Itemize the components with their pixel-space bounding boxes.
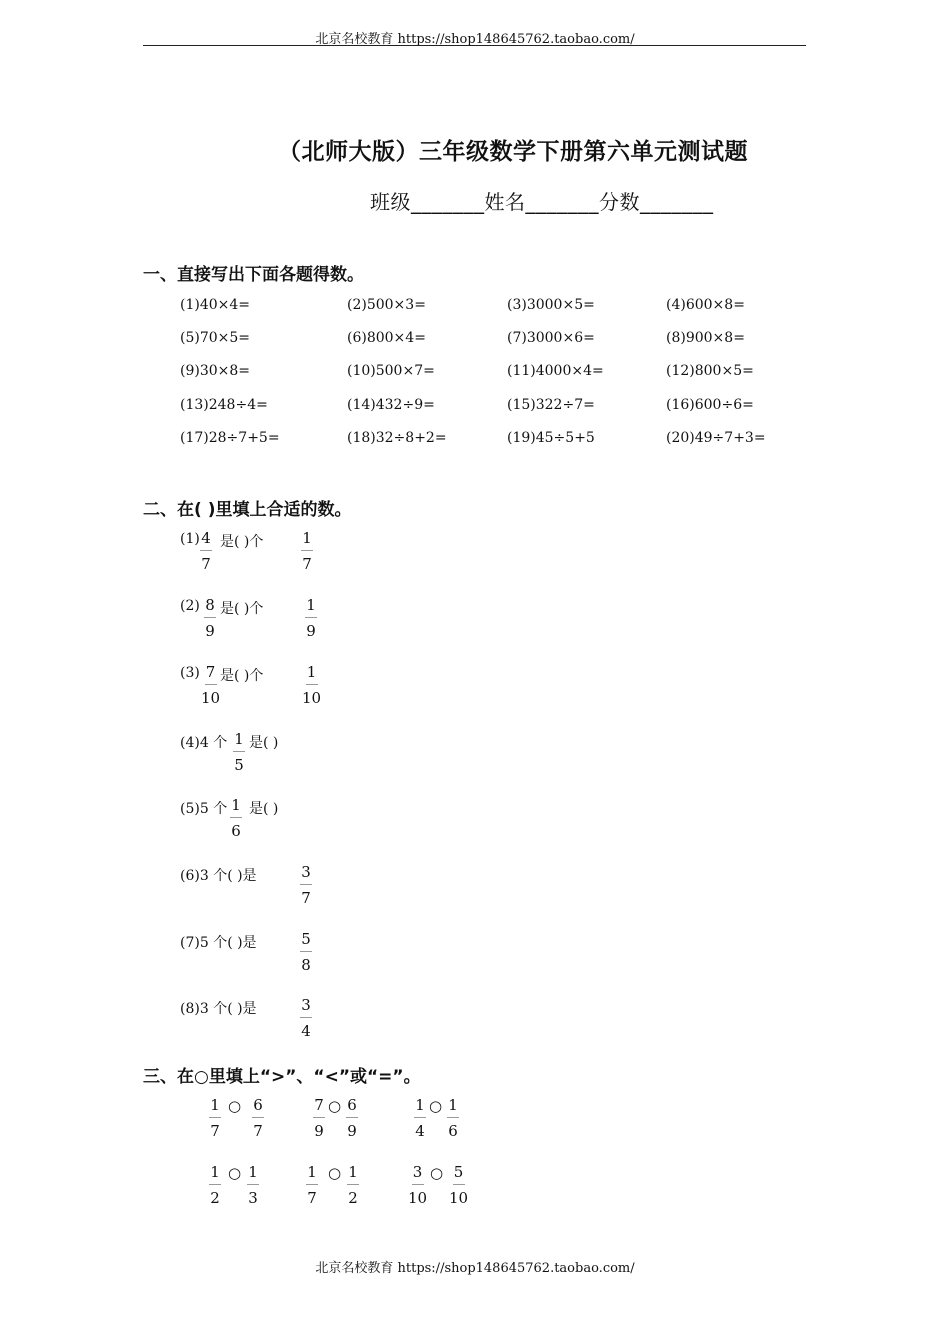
numerator: 6 [346,1098,358,1118]
s2-item-4 [180,732,227,752]
denominator: 7 [201,555,211,573]
s2-item-8: (8)3 个( )是 [180,1001,257,1017]
numerator: 1 [305,598,317,618]
s2-item-label: (5)5 个 [180,801,228,817]
denominator: 5 [234,756,244,774]
header-rule [143,45,806,46]
fraction [209,1098,221,1139]
denominator: 6 [231,822,241,840]
page-footer: 北京名校教育 https://shop148645762.taobao.com/ [315,1261,635,1276]
student-info-line: 班级_______姓名_______分数_______ [370,190,714,214]
numerator: 1 [347,1165,359,1185]
denominator: 10 [201,689,221,707]
fraction [252,1098,264,1139]
denominator: 10 [302,689,322,707]
fraction [233,732,245,773]
calc-item: (15)322÷7= [507,396,595,413]
numerator: 1 [414,1098,426,1118]
fraction [204,598,216,639]
fraction [201,665,220,706]
calc-item: (19)45÷5+5 [507,429,595,446]
calc-item: (17)28÷7+5= [180,429,280,446]
denominator: 7 [210,1122,220,1140]
calc-item: (5)70×5= [180,330,251,347]
numerator: 5 [300,932,312,952]
s2-item-7: (7)5 个( )是 [180,935,257,951]
fraction [247,1165,259,1206]
numerator: 1 [209,1098,221,1118]
s2-item-3 [180,665,200,681]
denominator: 7 [253,1122,263,1140]
fraction [305,598,317,639]
compare-circle[interactable]: ○ [430,1164,444,1182]
denominator: 9 [205,622,215,640]
denominator: 10 [408,1189,428,1207]
compare-circle[interactable]: ○ [328,1097,342,1115]
s2-item-text: 是( ) [249,801,279,817]
calc-item: (11)4000×4= [507,363,604,380]
section2-heading: 二、在( )里填上合适的数。 [143,500,352,520]
calc-item: (12)800×5= [666,363,754,380]
denominator: 9 [306,622,316,640]
numerator: 1 [233,732,245,752]
compare-circle[interactable]: ○ [429,1097,443,1115]
denominator: 4 [415,1122,425,1140]
compare-circle[interactable]: ○ [228,1164,242,1182]
calc-item: (2)500×3= [347,297,426,313]
section3-heading: 三、在○里填上“>”、“<”或“=”。 [143,1067,421,1087]
fraction [300,932,312,973]
numerator: 1 [447,1098,459,1118]
fraction [300,998,312,1039]
denominator: 3 [248,1189,258,1207]
calc-item: (4)600×8= [666,297,745,313]
s2-item-label: (4)4 个 [180,735,228,751]
calc-item: (20)49÷7+3= [666,429,766,446]
denominator: 6 [448,1122,458,1140]
calc-item: (1)40×4= [180,297,251,313]
numerator: 4 [200,531,212,551]
numerator: 3 [300,865,312,885]
calc-item: (6)800×4= [347,330,426,347]
s2-item-label: (3) [180,665,200,681]
fraction [346,1098,358,1139]
calc-item: (8)900×8= [666,330,745,347]
page-header: 北京名校教育 https://shop148645762.taobao.com/ [315,32,635,47]
fraction [230,798,242,839]
numerator: 1 [209,1165,221,1185]
denominator: 9 [347,1122,357,1140]
fraction [300,865,312,906]
numerator: 1 [230,798,242,818]
denominator: 7 [302,555,312,573]
calc-item: (13)248÷4= [180,396,268,413]
numerator: 1 [247,1165,259,1185]
section1-heading: 一、直接写出下面各题得数。 [143,265,364,285]
fraction [209,1165,221,1206]
fraction [302,665,321,706]
denominator: 10 [449,1189,469,1207]
fraction [347,1165,359,1206]
numerator: 3 [300,998,312,1018]
calc-item: (3)3000×5= [507,297,595,313]
s2-item-text: 是( ) [249,735,279,751]
fraction [408,1165,427,1206]
denominator: 8 [301,956,311,974]
calc-item: (16)600÷6= [666,396,754,413]
calc-item: (14)432÷9= [347,396,435,413]
s2-item-text: 是( )个 [220,534,264,550]
s2-item-text: 是( )个 [220,601,264,617]
calc-item: (9)30×8= [180,363,251,380]
s2-item-6: (6)3 个( )是 [180,868,257,884]
s2-item-5 [180,798,227,818]
compare-circle[interactable]: ○ [228,1097,242,1115]
denominator: 7 [301,889,311,907]
denominator: 2 [348,1189,358,1207]
denominator: 9 [314,1122,324,1140]
s2-item-2 [180,598,200,614]
s2-item-label: (2) [180,598,200,614]
denominator: 7 [307,1189,317,1207]
fraction [306,1165,318,1206]
s2-item-text: 是( )个 [220,668,264,684]
s2-item-label: (1) [180,531,200,547]
fraction [447,1098,459,1139]
fraction [449,1165,468,1206]
fraction [301,531,313,572]
numerator: 6 [252,1098,264,1118]
numerator: 8 [204,598,216,618]
fraction [313,1098,325,1139]
denominator: 4 [301,1022,311,1040]
fraction [414,1098,426,1139]
numerator: 1 [301,531,313,551]
numerator: 1 [306,665,318,685]
numerator: 3 [412,1165,424,1185]
fraction [200,531,212,572]
denominator: 2 [210,1189,220,1207]
compare-circle[interactable]: ○ [328,1164,342,1182]
calc-item: (7)3000×6= [507,330,595,347]
s2-item-1 [180,531,200,547]
numerator: 1 [306,1165,318,1185]
numerator: 7 [313,1098,325,1118]
numerator: 5 [453,1165,465,1185]
numerator: 7 [205,665,217,685]
calc-item: (18)32÷8+2= [347,429,447,446]
page-title: （北师大版）三年级数学下册第六单元测试题 [278,139,748,165]
calc-item: (10)500×7= [347,363,435,380]
